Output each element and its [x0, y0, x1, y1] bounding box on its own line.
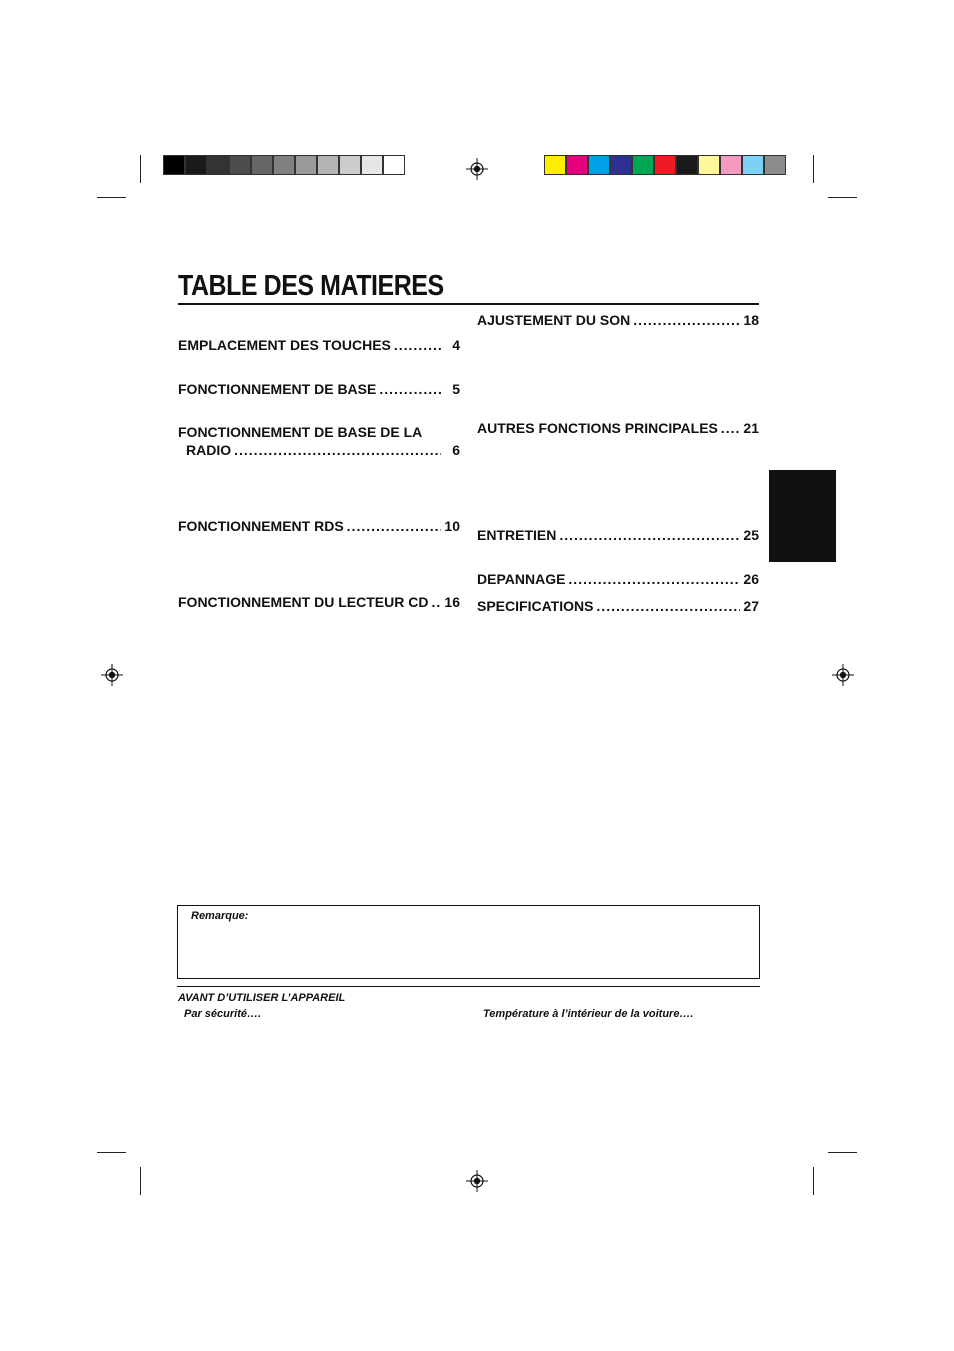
crop-mark [97, 197, 126, 198]
color-swatch [610, 155, 632, 175]
toc-entry[interactable] [477, 571, 759, 587]
toc-entry[interactable] [477, 312, 759, 328]
toc-leader [633, 312, 740, 328]
registration-mark-icon [466, 158, 488, 180]
toc-leader [379, 381, 441, 397]
toc-entry-page: 16 [444, 594, 460, 610]
toc-entry-label: AUTRES FONCTIONS PRINCIPALES [477, 420, 718, 436]
toc-leader [596, 598, 740, 614]
toc-entry-label: SPECIFICATIONS [477, 598, 594, 614]
registration-mark-icon [466, 1170, 488, 1192]
toc-entry-page: 21 [743, 420, 759, 436]
toc-entry-page: 18 [743, 312, 759, 328]
toc-entry[interactable] [477, 527, 759, 543]
toc-leader [347, 518, 441, 534]
toc-leader [559, 527, 740, 543]
footer-heading: AVANT D’UTILISER L’APPAREIL [178, 992, 346, 1004]
toc-entry[interactable] [178, 518, 460, 534]
toc-entry-page: 27 [743, 598, 759, 614]
toc-entry-label: RADIO [186, 442, 232, 458]
color-swatch [207, 155, 229, 175]
crop-mark [828, 197, 857, 198]
note-label: Remarque: [191, 910, 249, 922]
toc-leader [394, 337, 441, 353]
color-swatch [720, 155, 742, 175]
toc-entry[interactable] [178, 594, 460, 610]
page-title: TABLE DES MATIERES [178, 270, 444, 302]
color-swatch [632, 155, 654, 175]
toc-entry-label-line1: FONCTIONNEMENT DE BASE DE LA [178, 424, 423, 440]
toc-entry-label: FONCTIONNEMENT RDS [178, 518, 344, 534]
color-swatch [317, 155, 339, 175]
color-swatch [273, 155, 295, 175]
toc-entry[interactable] [178, 337, 460, 353]
color-swatch [229, 155, 251, 175]
toc-entry[interactable] [477, 598, 759, 614]
toc-entry-label: EMPLACEMENT DES TOUCHES [178, 337, 391, 353]
toc-entry[interactable] [477, 420, 759, 436]
color-swatch [295, 155, 317, 175]
color-swatch [742, 155, 764, 175]
color-swatch [588, 155, 610, 175]
toc-entry-page: 26 [743, 571, 759, 587]
color-swatch [676, 155, 698, 175]
color-swatch [544, 155, 566, 175]
color-swatch [339, 155, 361, 175]
title-rule [178, 303, 759, 305]
toc-entry-page: 6 [452, 442, 460, 458]
crop-mark [97, 1152, 126, 1153]
toc-entry-page: 5 [452, 381, 460, 397]
crop-mark [828, 1152, 857, 1153]
toc-entry-page: 25 [743, 527, 759, 543]
toc-leader [721, 420, 740, 436]
toc-leader [431, 594, 441, 610]
grayscale-calibration-bar [163, 155, 405, 175]
toc-entry-label: ENTRETIEN [477, 527, 557, 543]
toc-leader [568, 571, 740, 587]
note-box [177, 905, 760, 979]
toc-entry-page: 10 [444, 518, 460, 534]
language-tab [769, 470, 836, 562]
footer-rule [177, 986, 760, 987]
registration-mark-icon [101, 664, 123, 686]
toc-entry-label: AJUSTEMENT DU SON [477, 312, 631, 328]
registration-mark-icon [832, 664, 854, 686]
color-swatch [566, 155, 588, 175]
toc-entry-label: FONCTIONNEMENT DE BASE [178, 381, 377, 397]
color-swatch [361, 155, 383, 175]
crop-mark [813, 1167, 814, 1195]
color-swatch [654, 155, 676, 175]
crop-mark [140, 1167, 141, 1195]
crop-mark [813, 155, 814, 183]
color-swatch [383, 155, 405, 175]
footer-temperature: Température à l’intérieur de la voiture…. [483, 1008, 694, 1020]
toc-entry-page: 4 [452, 337, 460, 353]
color-swatch [764, 155, 786, 175]
color-swatch [251, 155, 273, 175]
toc-entry[interactable] [178, 381, 460, 397]
color-swatch [698, 155, 720, 175]
footer-safety: Par sécurité…. [184, 1008, 262, 1020]
color-swatch [163, 155, 185, 175]
crop-mark [140, 155, 141, 183]
color-calibration-bar [544, 155, 786, 175]
toc-entry-label: DEPANNAGE [477, 571, 566, 587]
toc-entry-label: FONCTIONNEMENT DU LECTEUR CD [178, 594, 429, 610]
color-swatch [185, 155, 207, 175]
toc-leader [234, 442, 441, 458]
toc-entry[interactable] [186, 442, 460, 458]
